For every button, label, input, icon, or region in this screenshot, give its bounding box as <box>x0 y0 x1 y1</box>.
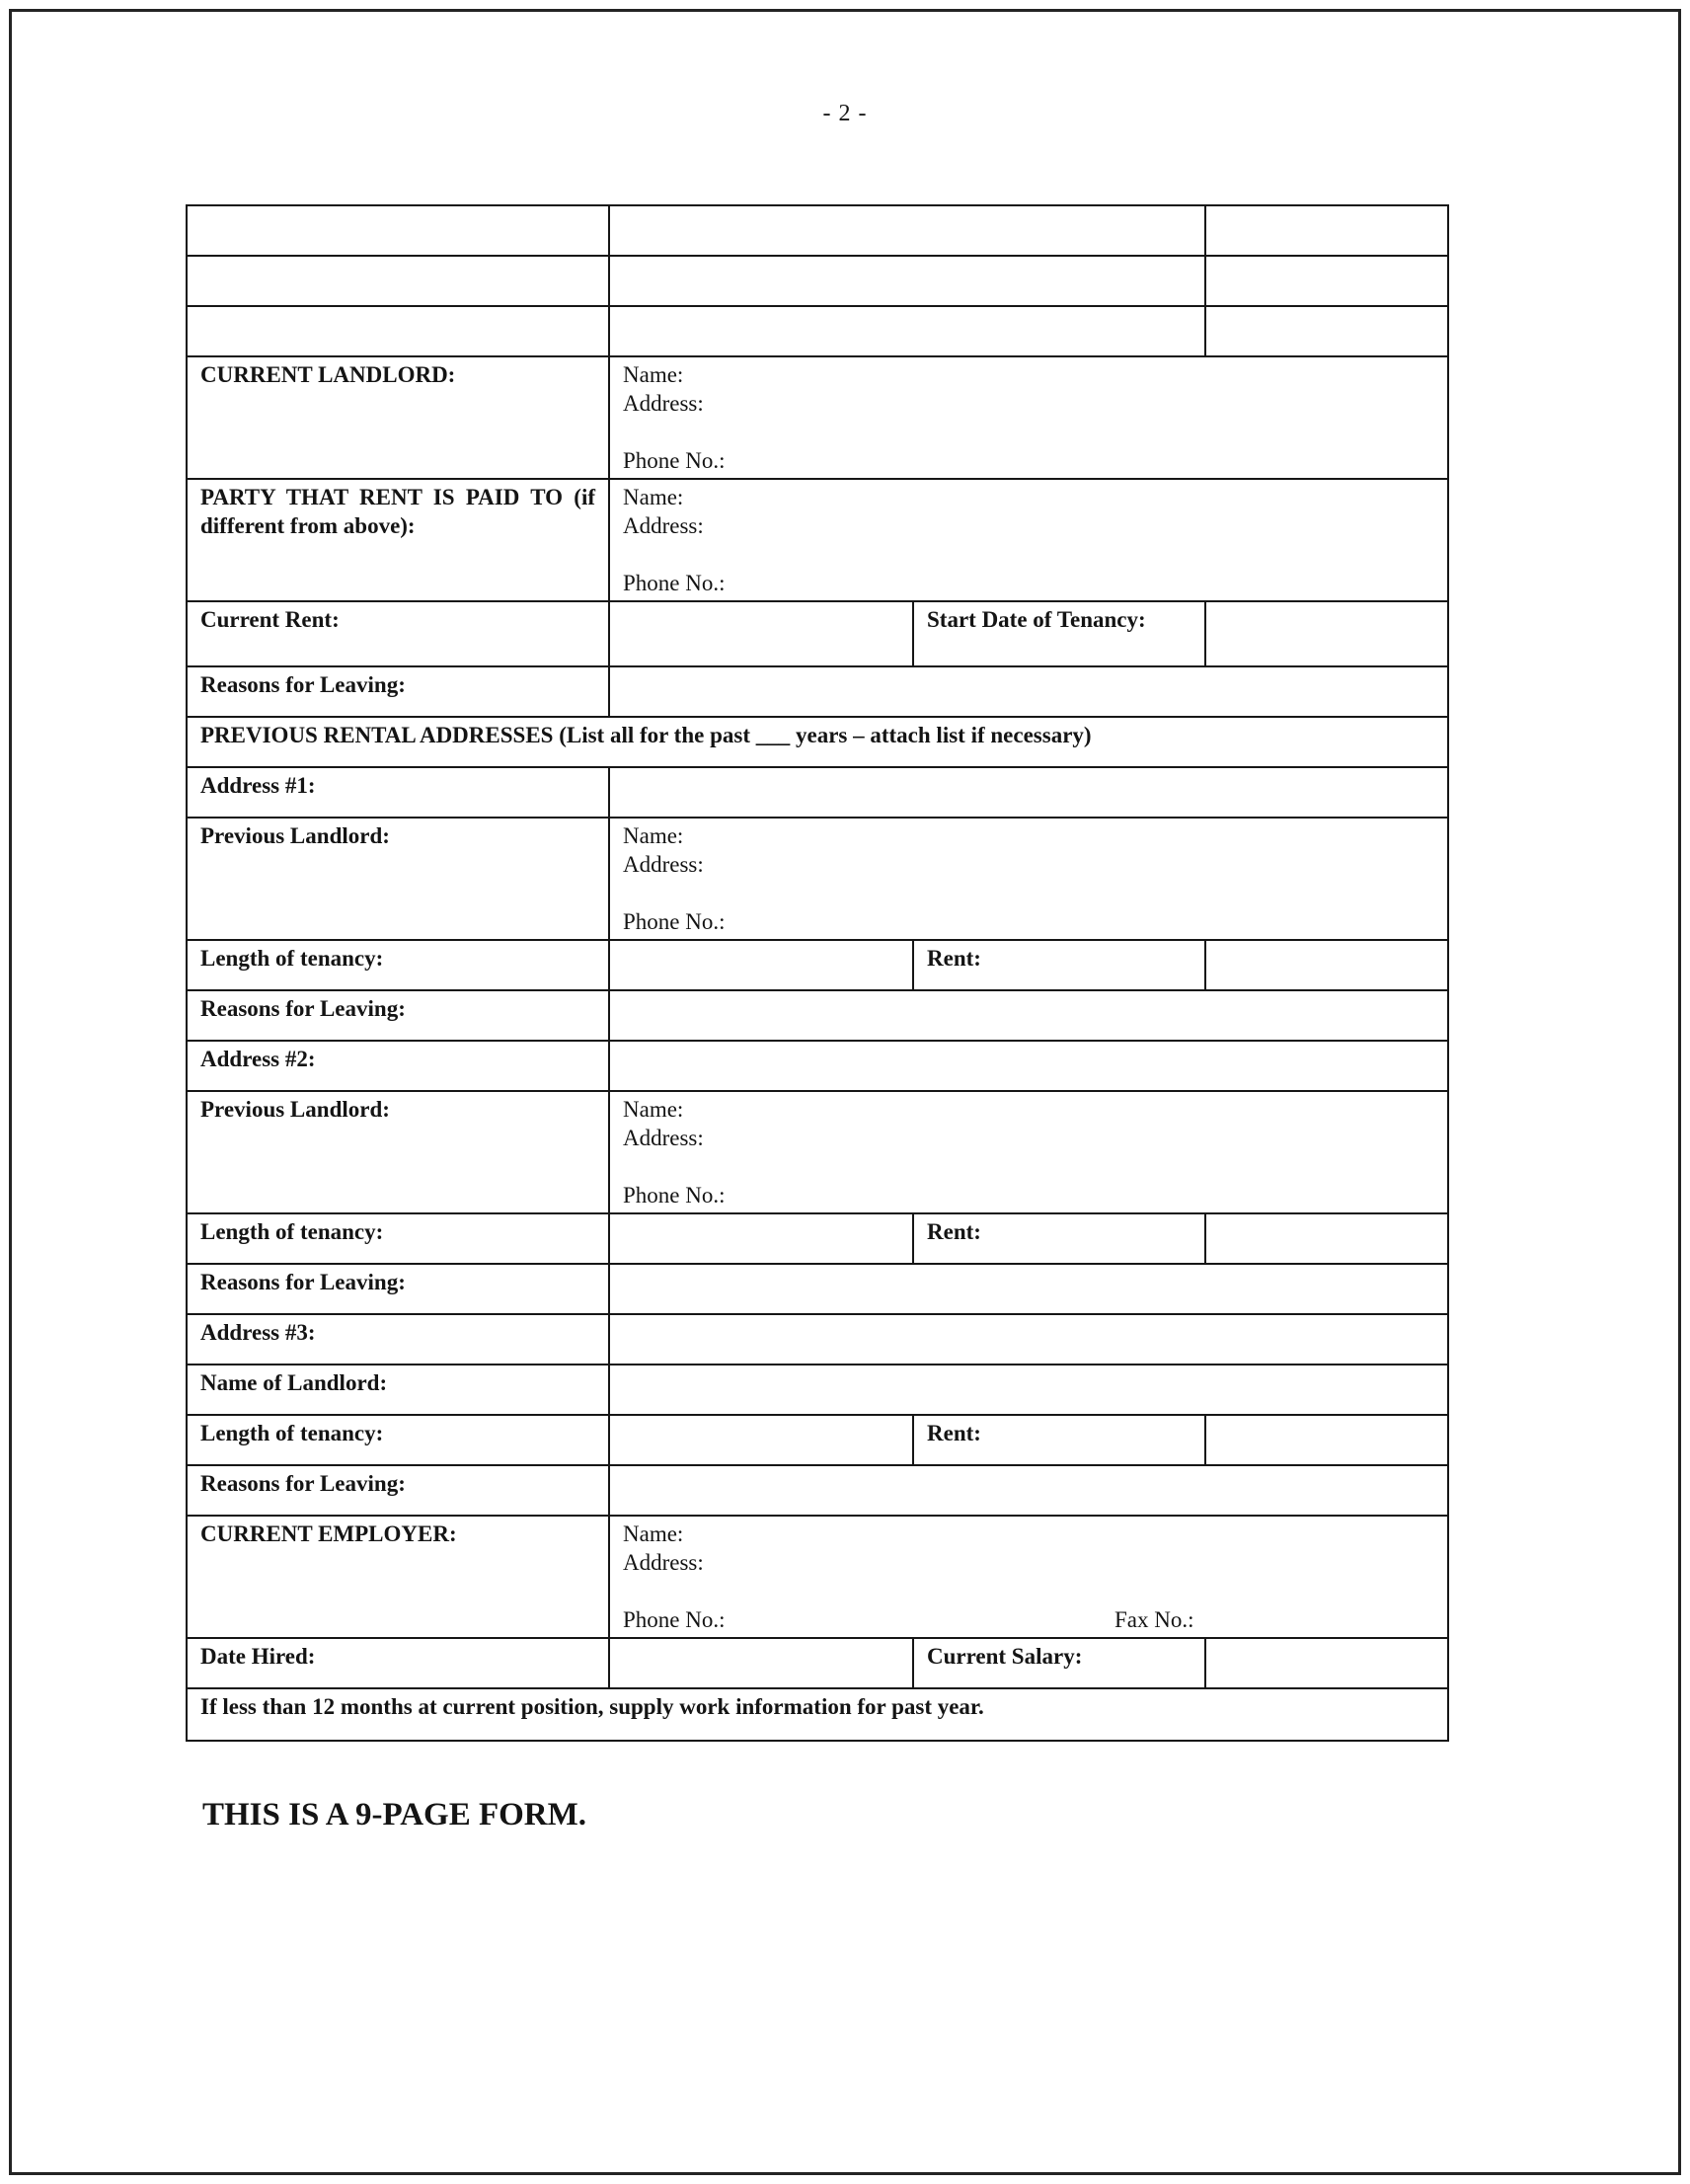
address-1-field <box>609 767 1448 818</box>
current-salary-label: Current Salary: <box>913 1638 1205 1688</box>
blank-cell <box>1205 306 1448 356</box>
blank-line <box>623 418 1434 446</box>
rent-label: Rent: <box>913 1415 1205 1465</box>
address-1-label: Address #1: <box>187 767 609 818</box>
address-2-field <box>609 1041 1448 1091</box>
reasons-label: Reasons for Leaving: <box>187 1264 609 1314</box>
length-of-tenancy-label: Length of tenancy: <box>187 1415 609 1465</box>
blank-line <box>623 540 1434 569</box>
row-reasons-3 <box>187 1465 1448 1516</box>
length-of-tenancy-label: Length of tenancy: <box>187 1213 609 1264</box>
row-reasons-current <box>187 666 1448 717</box>
address-label: Address: <box>623 513 704 538</box>
row-previous-landlord-1 <box>187 818 1448 940</box>
current-employer-fields <box>609 1516 1448 1638</box>
phone-label: Phone No.: <box>623 909 726 934</box>
phone-fax-line <box>623 1605 1434 1634</box>
row-reasons-2 <box>187 1264 1448 1314</box>
name-of-landlord-field <box>609 1365 1448 1415</box>
previous-rental-header: PREVIOUS RENTAL ADDRESSES (List all for the past ___ years – attach list if necessary) <box>187 717 1448 767</box>
current-landlord-label: CURRENT LANDLORD: <box>187 356 609 479</box>
blank-line <box>623 1152 1434 1181</box>
previous-landlord-1-fields <box>609 818 1448 940</box>
table-row-blank-3 <box>187 306 1448 356</box>
start-date-field <box>1205 601 1448 666</box>
reasons-field <box>609 1465 1448 1516</box>
fax-label: Fax No.: <box>1114 1607 1194 1632</box>
phone-label: Phone No.: <box>623 1183 726 1208</box>
row-current-landlord <box>187 356 1448 479</box>
reasons-field <box>609 1264 1448 1314</box>
current-rent-label: Current Rent: <box>187 601 609 666</box>
rent-field <box>1205 1213 1448 1264</box>
phone-label: Phone No.: <box>623 1607 726 1632</box>
party-rent-paid-label: PARTY THAT RENT IS PAID TO (if different from above): <box>187 479 609 601</box>
row-previous-landlord-2 <box>187 1091 1448 1213</box>
previous-landlord-label: Previous Landlord: <box>187 1091 609 1213</box>
blank-cell <box>609 256 1205 306</box>
length-of-tenancy-field <box>609 1415 913 1465</box>
date-hired-field <box>609 1638 913 1688</box>
current-rent-field <box>609 601 913 666</box>
phone-label: Phone No.: <box>623 448 726 473</box>
rent-field <box>1205 1415 1448 1465</box>
reasons-label: Reasons for Leaving: <box>187 1465 609 1516</box>
row-previous-rental-header <box>187 717 1448 767</box>
address-3-label: Address #3: <box>187 1314 609 1365</box>
length-of-tenancy-field <box>609 940 913 990</box>
name-label: Name: <box>623 362 684 387</box>
blank-cell <box>609 306 1205 356</box>
nine-page-form-note: THIS IS A 9-PAGE FORM. <box>202 1797 587 1833</box>
blank-cell <box>609 205 1205 256</box>
address-label: Address: <box>623 1126 704 1150</box>
name-of-landlord-label: Name of Landlord: <box>187 1365 609 1415</box>
blank-cell <box>187 306 609 356</box>
reasons-field <box>609 990 1448 1041</box>
current-employer-label: CURRENT EMPLOYER: <box>187 1516 609 1638</box>
row-current-rent <box>187 601 1448 666</box>
blank-cell <box>187 205 609 256</box>
name-label: Name: <box>623 485 684 509</box>
reasons-field <box>609 666 1448 717</box>
blank-cell <box>1205 256 1448 306</box>
address-2-label: Address #2: <box>187 1041 609 1091</box>
address-label: Address: <box>623 391 704 416</box>
row-address-1 <box>187 767 1448 818</box>
row-employment-note <box>187 1688 1448 1741</box>
rental-application-table <box>186 204 1449 1742</box>
rent-field <box>1205 940 1448 990</box>
party-rent-paid-fields <box>609 479 1448 601</box>
address-label: Address: <box>623 852 704 877</box>
length-of-tenancy-label: Length of tenancy: <box>187 940 609 990</box>
blank-cell <box>1205 205 1448 256</box>
start-date-label: Start Date of Tenancy: <box>913 601 1205 666</box>
address-3-field <box>609 1314 1448 1365</box>
row-name-of-landlord <box>187 1365 1448 1415</box>
row-address-2 <box>187 1041 1448 1091</box>
name-label: Name: <box>623 1521 684 1546</box>
blank-line <box>623 879 1434 907</box>
reasons-label: Reasons for Leaving: <box>187 990 609 1041</box>
row-length-rent-2 <box>187 1213 1448 1264</box>
table-row-blank-2 <box>187 256 1448 306</box>
current-landlord-fields <box>609 356 1448 479</box>
row-reasons-1 <box>187 990 1448 1041</box>
row-date-hired <box>187 1638 1448 1688</box>
length-of-tenancy-field <box>609 1213 913 1264</box>
name-label: Name: <box>623 823 684 848</box>
row-length-rent-1 <box>187 940 1448 990</box>
page-number: - 2 - <box>822 101 868 126</box>
previous-landlord-2-fields <box>609 1091 1448 1213</box>
current-salary-field <box>1205 1638 1448 1688</box>
blank-line <box>623 1577 1434 1605</box>
phone-label: Phone No.: <box>623 571 726 595</box>
table-row-blank-1 <box>187 205 1448 256</box>
rent-label: Rent: <box>913 940 1205 990</box>
date-hired-label: Date Hired: <box>187 1638 609 1688</box>
address-label: Address: <box>623 1550 704 1575</box>
row-current-employer <box>187 1516 1448 1638</box>
row-address-3 <box>187 1314 1448 1365</box>
row-party-rent-paid <box>187 479 1448 601</box>
rent-label: Rent: <box>913 1213 1205 1264</box>
name-label: Name: <box>623 1097 684 1122</box>
reasons-label: Reasons for Leaving: <box>187 666 609 717</box>
employment-note: If less than 12 months at current position, supply work information for past year. <box>187 1688 1448 1741</box>
row-length-rent-3 <box>187 1415 1448 1465</box>
blank-cell <box>187 256 609 306</box>
previous-landlord-label: Previous Landlord: <box>187 818 609 940</box>
